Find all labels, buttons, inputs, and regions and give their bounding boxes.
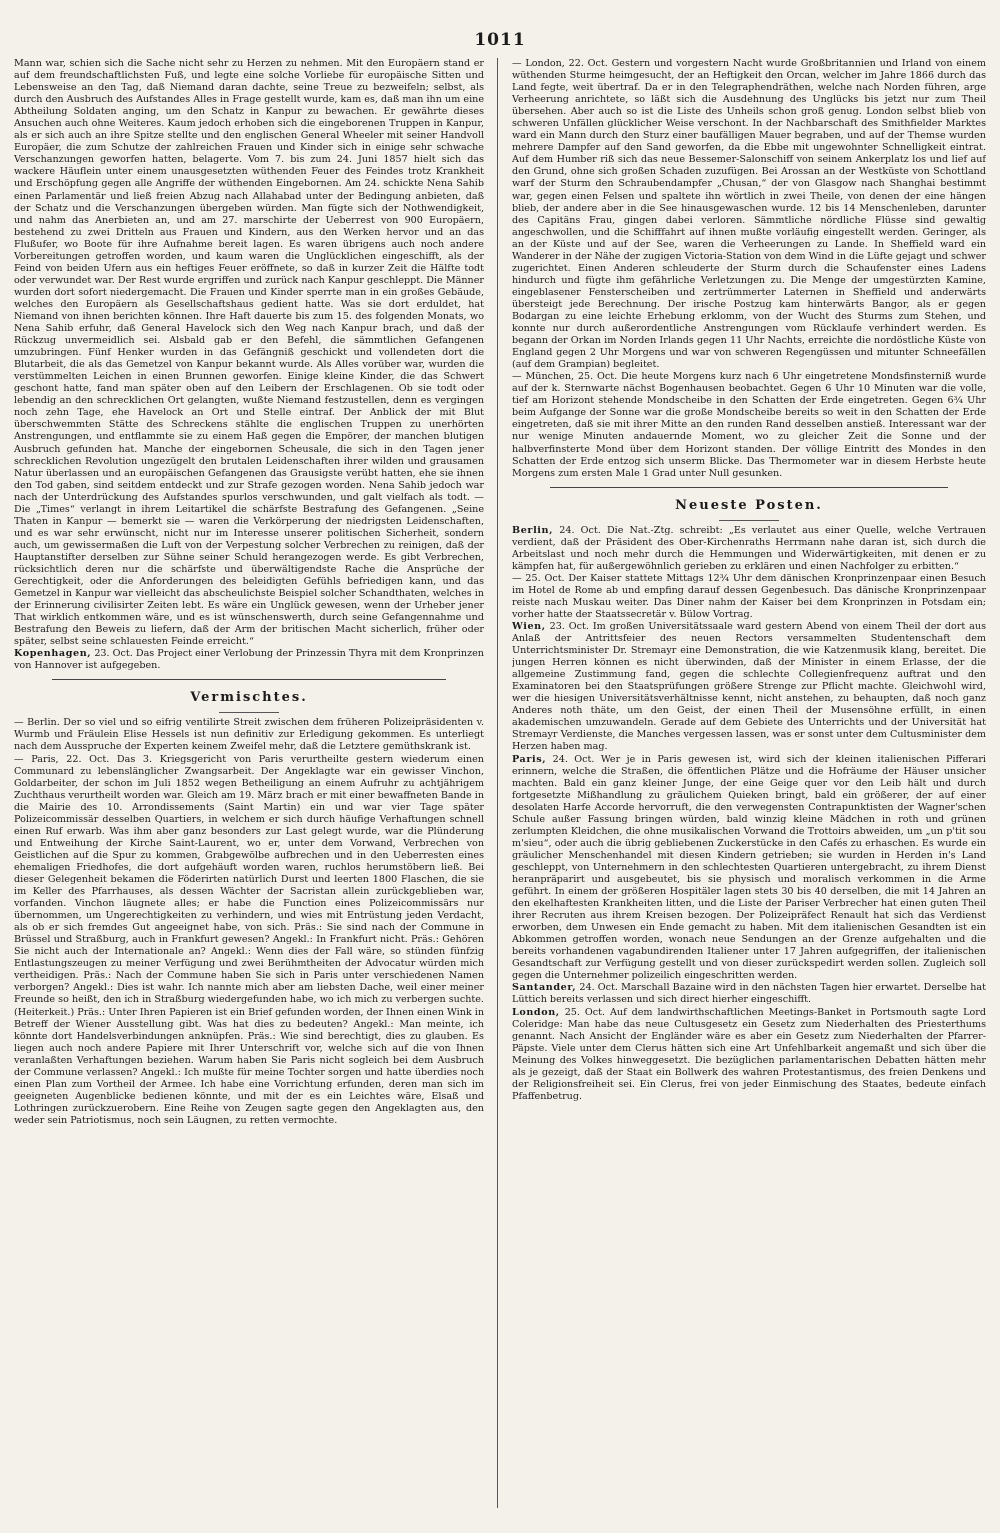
section-divider — [52, 679, 447, 680]
article-berlin-oberkirchenrath — [512, 525, 986, 573]
section-heading-vermischtes: Vermischtes. — [190, 690, 308, 706]
section-heading-neueste-posten: Neueste Posten. — [675, 497, 823, 513]
article-berlin-streit: — Berlin. Der so viel und so eifrig ventilirte Streit zwischen dem früheren Polizeipräsidenten v. Wurmb und Fräulein Elise Hessels ist nun definitiv zur Erledigung gekommen. Es unterliegt nach dem Ausspruche der Experten keinem Zweifel mehr, daß die Letztere gemüthskrank ist. — [14, 717, 484, 753]
heading-underline — [719, 520, 779, 521]
article-paris-text: 24. Oct. Wer je in Paris gewesen ist, wird sich der kleinen italienischen Pifferari erinnern, welche die Straßen, die öffentlichen Plätze und die Hofräume der Häuser unsicher machten. Bald ein ganz kleiner Junge, der eine Geige quer vor den Leib hält und durch fortgesetzte Mißhandlung zu gräulichem Quieken bringt, bald ein größerer, der auf einer desolaten Harfe Accorde hervorruft, die den verwegensten Contrapunktisten der Wagner'schen Schule außer Fassung bringen würden, bald winzig kleine Mädchen in roth und grünen zerlumpten Kleidchen, die ohne musikalischen Vorwand die Trottoirs abweiden, um „un p'tit sou m'sieu“, oder auch die übrig gebliebenen Zuckerstücke in den Cafés zu erhaschen. Es wurde ein gräulicher Menschenhandel mit diesen Kindern getrieben; sie wurden in Herden in's Land geschleppt, von Unternehmern in den schlechtesten Quartieren untergebracht, zu ihrem Dienst heranpräparirt und ausgebeutet, bis sie physisch und moralisch verkommen in die Arme geführt. In einem der größeren Hospitäler lagen stets 30 bis 40 derselben, die mit 14 Jahren an den ekelhaftesten Krankheiten litten, und die Liste der Pariser Verbrecher hat einen guten Theil ihrer Recruten aus ihrem Kreisen bezogen. Der Polizeipräfect Renault hat sich das Verdienst erworben, dem Unwesen ein Ende gemacht zu haben. Mit dem italienischen Gesandten ist ein Abkommen getroffen worden, wonach neue Sendungen an der Grenze aufgehalten und die bereits vorhandenen vagabundirenden Italiener unter 17 Jahren aufgegriffen, der italienischen Gesandtschaft zur Verfügung gestellt und von dieser zurückspedirt werden sollen. Zugleich soll gegen die Unternehmer polizeilich eingeschritten werden. — [512, 753, 986, 982]
article-kanpur: Mann war, schien sich die Sache nicht sehr zu Herzen zu nehmen. Mit den Europäern stand er auf dem freundschaftlichsten Fuß, und legte eine solche Vorliebe für europäische Sitten und Lebensweise an den Tag, daß Niemand daran dachte, seine Treue zu bezweifeln; selbst, als durch den Ausbruch des Aufstandes Alles in Frage gestellt wurde, kam es, daß man ihn um eine Abtheilung Soldaten anging, um den Schatz in Kanpur zu bewachen. Er gewährte dieses Ansuchen auch ohne Weiteres. Kaum jedoch erhoben sich die eingeborenen Truppen in Kanpur, als er sich auch an ihre Spitze stellte und den englischen General Wheeler mit seiner Handvoll Europäer, die zum Schutze der zahlreichen Frauen und Kinder sich in einige sehr schwache Verschanzungen geworfen hatten, belagerte. Vom 7. bis zum 24. Juni 1857 hielt sich das wackere Häuflein unter einem unausgesetzten wüthenden Feuer des Feindes trotz Krankheit und Erschöpfung gegen alle Angriffe der wüthenden Eingebornen. Am 24. schickte Nena Sahib einen Parlamentär und ließ freien Abzug nach Allahabad unter der Bedingung anbieten, daß der Schatz und die Verschanzungen übergeben würden. Man fügte sich der Nothwendigkeit, und nahm das Anerbieten an, und am 27. marschirte der Ueberrest von 900 Europäern, bestehend zu zwei Dritteln aus Frauen und Kindern, aus den Werken hervor und an das Flußufer, wo Boote für ihre Aufnahme bereit lagen. Es waren übrigens auch noch andere Vorbereitungen getroffen worden, und kaum waren die Unglücklichen eingeschifft, als der Feind von beiden Ufern aus ein heftiges Feuer eröffnete, so daß in kurzer Zeit die Hälfte todt oder verwundet war. Der Rest wurde ergriffen und zurück nach Kanpur geschleppt. Die Männer wurden dort sofort niedergemacht. Die Frauen und Kinder sperrte man in ein großes Gebäude, welches den Europäern als Gesellschaftshaus gedient hatte. Was sie dort erduldet, hat Niemand von ihnen berichten können. Ihre Haft dauerte bis zum 15. des folgenden Monats, wo Nena Sahib erfuhr, daß General Havelock sich den Weg nach Kanpur brach, und daß der Rückzug unvermeidlich sei. Alsbald gab er den Befehl, die sämmtlichen Gefangenen umzubringen. Fünf Henker wurden in das Gefängniß geschickt und vollendeten dort die Blutarbeit, die als das Gemetzel von Kanpur bekannt wurde. Als Alles vorüber war, wurden die verstümmelten Leichen in einen Brunnen geworfen. Einige kleine Kinder, die das Schwert geschont hatte, fand man später oben auf den Leibern der Erschlagenen. Ob sie todt oder lebendig an den schrecklichen Ort gelangten, wußte Niemand festzustellen, denn es vergingen noch zehn Tage, ehe Havelock an Ort und Stelle eintraf. Der Anblick der mit Blut überschwemmten Stätte des Schreckens stählte die englischen Truppen zu unerhörten Anstrengungen, und entflammte sie zu einem Haß gegen die Empörer, der manchen blutigen Ausbruch gefunden hat. Manche der eingebornen Scheusale, die sich in den Tagen jener schrecklichen Revolution ungezügelt den brutalen Leidenschaften ihrer wilden und grausamen Natur überlassen und an europäischen Gefangenen das Grausigste verübt hatten, ehe sie ihnen den Tod gaben, sind seitdem entdeckt und zur Strafe gezogen worden. Nena Sahib jedoch war nach der Unterdrückung des Aufstandes spurlos verschwunden, und galt vielfach als todt. — Die „Times“ verlangt in ihrem Leitartikel die schärfste Bestrafung des Gefangenen. „Seine Thaten in Kanpur — bemerkt sie — waren die Verkörperung der niedrigsten Leidenschaften, und es war sehr erwünscht, nicht nur im Interesse unserer politischen Sicherheit, sondern auch, um gewissermaßen die Luft von der Verpestung solcher Verbrechen zu reinigen, daß der Hauptanstifter derselben zur Sühne seiner Schuld herangezogen werde. Es gibt Verbrechen, rücksichtlich deren nur die schärfste und überwältigendste Rache die Ansprüche der Gerechtigkeit, oder die Anforderungen des beleidigten Gefühls befriedigen kann, und das Gemetzel in Kanpur war vielleicht das abscheulichste Beispiel solcher Schandthaten, welches in der Erinnerung civilisirter Zeiten lebt. Es wäre ein Unglück gewesen, wenn der Urheber jener That wirklich entkommen wäre, und es ist wünschenswerth, durch seine Gefangennahme und Bestrafung den Beweis zu liefern, daß der Arm der britischen Macht sicherlich, früher oder später, selbst seine schlauesten Feinde erreicht.“ — [14, 58, 484, 648]
dateline-berlin: Berlin, — [512, 524, 554, 536]
left-column — [14, 58, 484, 1508]
article-berlin-text: 24. Oct. Die Nat.-Ztg. schreibt: „Es verlautet aus einer Quelle, welche Vertrauen verdient, daß der Präsident des Ober-Kirchenraths Herrmann nahe daran ist, sich durch die Arbeitslast und noch mehr durch die Hemmungen und Widerwärtigkeiten, mit denen er zu kämpfen hat, für außergewöhnlich gerieben zu erklären und einen Nachfolger zu erbitten.“ — [512, 524, 986, 572]
page-number: 1011 — [474, 30, 526, 50]
article-santander-text: 24. Oct. Marschall Bazaine wird in den nächsten Tagen hier erwartet. Derselbe hat Lüttich bereits verlassen und sich direct hierher eingeschifft. — [512, 982, 986, 1006]
article-kopenhagen — [14, 648, 484, 672]
article-paris-kriegsgericht: — Paris, 22. Oct. Das 3. Kriegsgericht von Paris verurtheilte gestern wiederum einen Communard zu lebenslänglicher Zwangsarbeit. Der Angeklagte war ein gewisser Vinchon, Goldarbeiter, der schon im Juli 1852 wegen Betheiligung an einem Aufruhr zu achtjährigem Zuchthaus verurtheilt worden war. Gleich am 19. März brach er mit einer bewaffneten Bande in die Mairie des 10. Arrondissements (Saint Martin) ein und war vier Tage später Polizeicommissär desselben Quartiers, in welchem er sich durch häufige Verhaftungen schnell einen Ruf erwarb. Was ihm aber ganz besonders zur Last gelegt wurde, war die Plünderung und Entweihung der Kirche Saint-Laurent, wo er, unter dem Vorwand, Verbrechen von Geistlichen auf die Spur zu kommen, Grabgewölbe aufbrechen und in den Ueberresten eines ehemaligen Friedhofes, die dort aufgehäuft worden waren, ruchlos herumstöbern ließ. Bei dieser Gelegenheit bekamen die Föderirten natürlich Durst und leerten 1800 Flaschen, die sie im Keller des Pfarrhauses, als dessen Wächter der Sacristan allein zurückgeblieben war, vorfanden. Vinchon läugnete alles; er habe die Function eines Polizeicommissärs nur übernommen, um Ungerechtigkeiten zu verhindern, und wies mit Entrüstung jeden Verdacht, als ob er sich fremdes Gut angeeignet habe, von sich. Präs.: Sie sind nach der Commune in Brüssel und Straßburg, auch in Frankfurt gewesen? Angekl.: In Frankfurt nicht. Präs.: Gehören Sie nicht auch der Internationale an? Angekl.: Wenn dies der Fall wäre, so stünden fünfzig Entlastungszeugen zu meiner Verfügung und zwei Berühmtheiten der Advocatur würden mich vertheidigen. Präs.: Nach der Commune haben Sie sich in Paris unter verschiedenen Namen verborgen? Angekl.: Dies ist wahr. Ich nannte mich aber am liebsten Dache, weil einer meiner Freunde so heißt, den ich in Straßburg wiedergefunden habe, wo ich mich zu verbergen suchte. (Heiterkeit.) Präs.: Unter Ihren Papieren ist ein Brief gefunden worden, der Ihnen einen Wink in Betreff der Wiener Ausstellung gibt. Was hat dies zu bedeuten? Angekl.: Man meinte, ich könnte dort Handelsverbindungen anknüpfen. Präs.: Wie sind berechtigt, dies zu glauben. Es liegen auch noch andere Papiere mit Ihrer Unterschrift vor, welche sich auf die von Ihnen veranlaßten Verhaftungen beziehen. Warum haben Sie Paris nicht sogleich bei dem Ausbruch der Commune verlassen? Angekl.: Ich mußte für meine Tochter sorgen und hatte überdies noch einen Plan zum Vortheil der Armee. Ich habe eine Vorrichtung erfunden, deren man sich im geeigneten Augenblicke bedienen könnte, und mit der es ein Leichtes wäre, Elsaß und Lothringen zurückzuerobern. Eine Reihe von Zeugen sagte gegen den Angeklagten aus, den weder sein Patriotismus, noch sein Läugnen, zu retten vermochte. — [14, 753, 484, 1126]
article-berlin-kaiser: — 25. Oct. Der Kaiser stattete Mittags 12¾ Uhr dem dänischen Kronprinzenpaar einen Besuch im Hotel de Rome ab und empfing darauf dessen Gegenbesuch. Das dänische Kronprinzenpaar reiste nach Muskau weiter. Das Diner nahm der Kaiser bei dem Kronprinzen in Potsdam ein; vorher hatte der Staatssecretär v. Bülow Vortrag. — [512, 572, 986, 620]
dateline-kopenhagen: Kopenhagen, — [14, 648, 92, 660]
article-wien — [512, 621, 986, 754]
dateline-santander: Santander, — [512, 982, 577, 994]
article-wien-text: 23. Oct. Im großen Universitätssaale ward gestern Abend von einem Theil der dort aus Anlaß der Antrittsfeier des neuen Rectors versammelten Studentenschaft dem Unterrichtsminister Dr. Stremayr eine Demonstration, die wie Katzenmusik klang, bereitet. Die jungen Herren können es nicht überwinden, daß der Minister in einem Erlasse, der die allgemeine Zustimmung fand, gegen die schlechte Collegienfrequenz auftrat und den Examinatoren bei den Staatsprüfungen größere Strenge zur Pflicht machte. Gleichwohl wird, wer die hiesigen Universitätsverhältnisse kennt, nicht anstehen, zu behaupten, daß noch ganz Anderes noth thäte, um den Geist, der einen Theil der Musensöhne erfüllt, in einen akademischen umzuwandeln. Gerade auf dem Gebiete des Unterrichts und der Universität hat Stremayr Verdienste, die Manches vergessen lassen, was er sonst unter dem Cultusminister dem Herzen haben mag. — [512, 621, 986, 753]
article-kopenhagen-text: 23. Oct. Das Project einer Verlobung der Prinzessin Thyra mit dem Kronprinzen von Hannover ist aufgegeben. — [14, 648, 484, 672]
article-london-sturm: — London, 22. Oct. Gestern und vorgestern Nacht wurde Großbritannien und Irland von einem wüthenden Sturme heimgesucht, der an Heftigkeit den Orcan, welcher im Jahre 1866 durch das Land fegte, weit übertraf. Da er in den Telegraphendräthen, welche nach Norden führen, arge Verheerung anrichtete, so läßt sich die Ausdehnung des Unglücks bis jetzt nur zum Theil übersehen. Aber auch so ist die Liste des Unheils schon groß genug. London selbst blieb von schweren Unfällen glücklicher Weise verschont. In der Nachbarschaft des Smithfielder Marktes ward ein Mann durch den Sturz einer baufälligen Mauer begraben, und auf der Themse wurden mehrere Dampfer auf den Sand geworfen, da die Ebbe mit ungewohnter Schnelligkeit eintrat. Auf dem Humber riß sich das neue Bessemer-Salonschiff von seinem Ankerplatz los und lief auf den Grund, ohne sich großen Schaden zuzufügen. Bei Arossan an der Westküste von Schottland warf der Sturm den Schraubendampfer „Chusan,“ der von Glasgow nach Shanghai bestimmt war, gegen einen Felsen und spaltete ihn wörtlich in zwei Theile, von denen der eine hängen blieb, der andere aber in die See hinausgewaschen wurde. 12 bis 14 Menschenleben, darunter des Capitäns Frau, gingen dabei verloren. Sämmtliche nördliche Flüsse sind gewaltig angeschwollen, und die Schifffahrt auf ihnen mußte vorläufig eingestellt werden. Geringer, als an der Küste und auf der See, waren die Verheerungen zu Lande. In Sheffield ward ein Wanderer in der Nähe der zugigen Victoria-Station von dem Wind in die Lüfte gejagt und schwer zugerichtet. Einen Anderen schleuderte der Sturm durch die Schaufenster eines Ladens hindurch und fügte ihm gefährliche Verletzungen zu. Die Menge der umgestürzten Kamine, eingeblasener Fensterscheiben und zertrümmerter Laternen in Sheffield und anderwärts übersteigt jede Berechnung. Der irische Postzug kam hinterwärts Bangor, als er gegen Bodargan zu eine leichte Erhebung erklomm, von der Wucht des Sturms zum Stehen, und konnte nur durch außerordentliche Anstrengungen vom Rücklaufe verhindert werden. Es begann der Orkan im Norden Irlands gegen 11 Uhr Nachts, erreichte die nordöstliche Küste von England gegen 2 Uhr Morgens und war von schweren Regengüssen und mitunter Schneefällen (auf dem Grampian) begleitet. — [512, 58, 986, 371]
heading-underline — [219, 712, 279, 713]
article-santander — [512, 982, 986, 1006]
dateline-wien: Wien, — [512, 621, 546, 633]
column-rule — [497, 58, 498, 1508]
dateline-paris: Paris, — [512, 753, 547, 765]
article-london-text: 25. Oct. Auf dem landwirthschaftlichen Meetings-Banket in Portsmouth sagte Lord Coleridge: Man habe das neue Cultusgesetz ein Gesetz zum Niederhalten des Priesterthums genannt. Nach Ansicht der Engländer wäre es aber ein Gesetz zum Niederhalten der Pfarrer-Päpste. Viele unter dem Clerus hätten sich eine Art Unfehlbarkeit angemaßt und sich über die Meinung des Volkes hinweggesetzt. Die bezüglichen parlamentarischen Debatten hätten mehr als je gezeigt, daß der Staat ein Bollwerk des wahren Protestantismus, des freien Denkens und der Religionsfreiheit sei. Ein Clerus, frei von jeder Einmischung des Staates, bedeute einfach Pfaffenbetrug. — [512, 1006, 986, 1102]
right-column — [512, 58, 986, 1508]
dateline-london: London, — [512, 1006, 560, 1018]
article-london-coleridge — [512, 1007, 986, 1103]
article-muenchen-mondfinsternis: — München, 25. Oct. Die heute Morgens kurz nach 6 Uhr eingetretene Mondsfinsterniß wurde auf der k. Sternwarte nächst Bogenhausen beobachtet. Gegen 6 Uhr 10 Minuten war die volle, tief am Horizont stehende Mondscheibe in den Schatten der Erde eingetreten. Gegen 6¾ Uhr beim Aufgange der Sonne war die große Mondscheibe bereits so weit in den Schatten der Erde eingetreten, daß sie mit ihrer Mitte an den runden Rand desselben anstieß. Interessant war der nur wenige Minuten andauernde Moment, wo zu gleicher Zeit die Sonne und der halbverfinsterte Mond über dem Horizont standen. Der völlige Eintritt des Mondes in den Schatten der Erde entzog sich unserm Blicke. Das Thermometer war in diesem Herbste heute Morgens zum ersten Male 1 Grad unter Null gesunken. — [512, 371, 986, 479]
section-divider — [550, 487, 948, 488]
article-paris-pifferari — [512, 754, 986, 983]
